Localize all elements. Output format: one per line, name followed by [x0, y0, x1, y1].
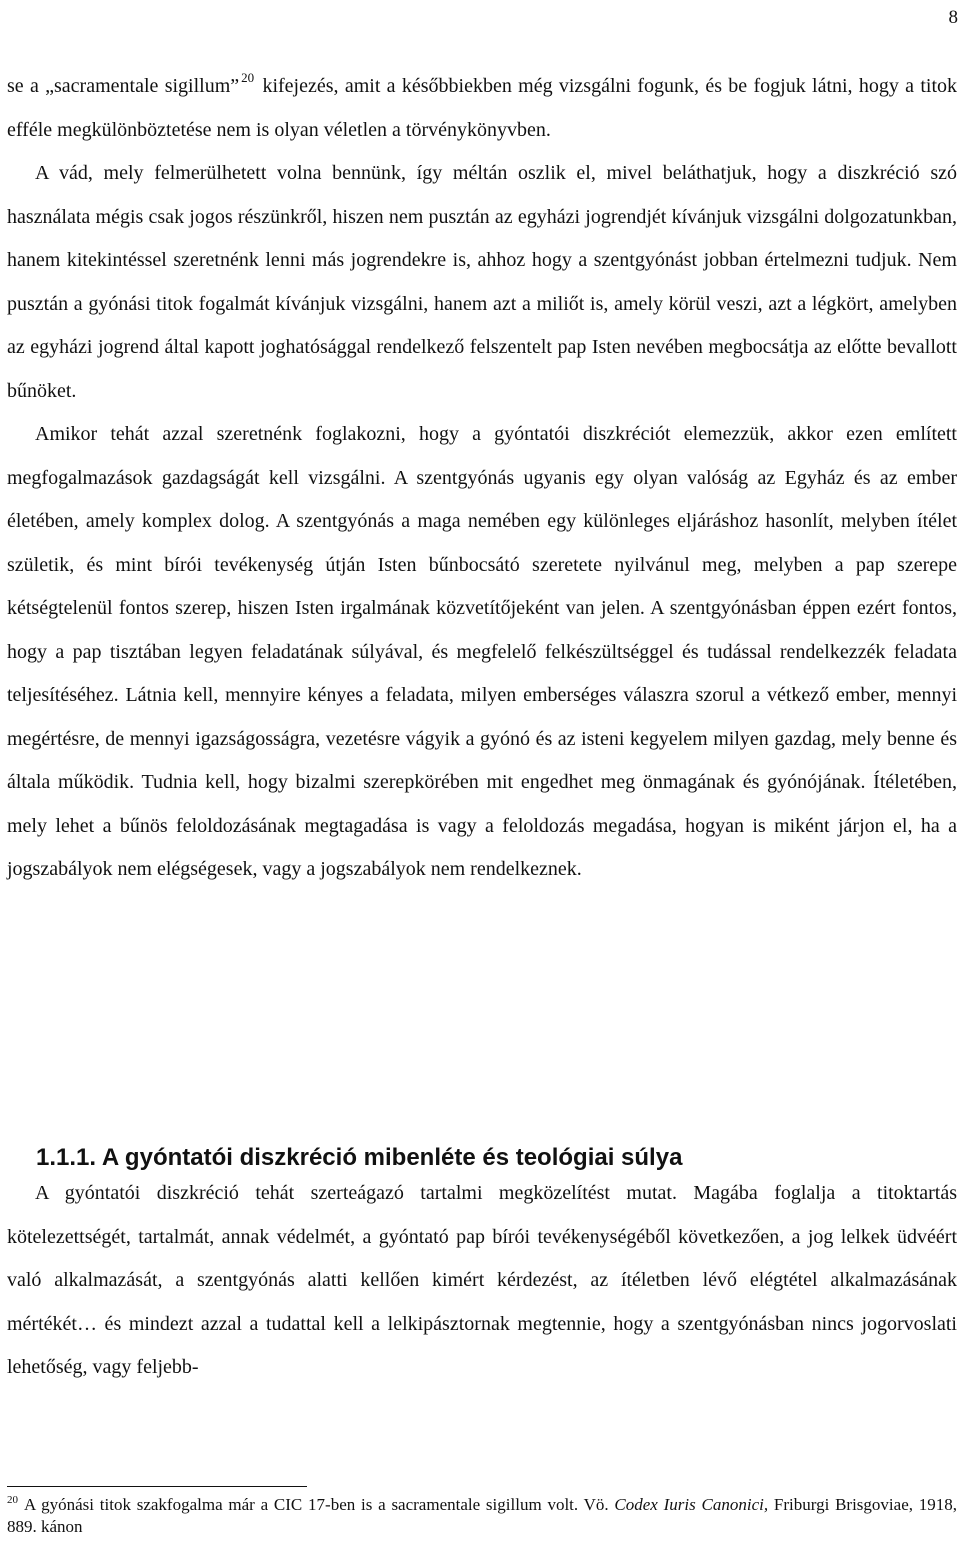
paragraph-1-start: se a „sacramentale sigillum”: [7, 75, 240, 97]
section-body: [7, 1172, 957, 1390]
footnote-number: 20: [7, 1494, 18, 1507]
page-number: 8: [948, 7, 958, 28]
paragraph-3: Amikor tehát azzal szeretnénk foglakozni, hogy a gyóntatói diszkréciót elemezzük, akkor ezen említett megfogalmazások gazdagságát kell vizsgálni. A szentgyónás ugyanis egy olyan valóság az Egyház és az ember életében, amely komplex dolog. A szentgyónás a maga nemében egy különleges eljáráshoz hasonlít, melyben ítélet születik, és mint bírói tevékenység útján Isten bűnbocsátó szeretete nyilvánul meg, melyben a pap szerepe kétségtelenül fontos szerep, hiszen Isten irgalmának közvetítőjeként van jelen. A szentgyónásban éppen ezért fontos, hogy a pap tisztában legyen feladatának súlyával, és megfelelő felkészültséggel és tudással rendelkezzék feladata teljesítéséhez. Látnia kell, mennyire kényes a feladata, milyen emberséges válaszra szorul a vétkező ember, mennyi megértésre, de mennyi igazságosságra, vezetésre vágyik a gyónó és az isteni kegyelem milyen gazdag, mely benne és általa működik. Tudnia kell, hogy bizalmi szerepkörében mit engedhet meg önmagának és gyónójának. Ítéletében, mely lehet a bűnös feloldozásának megtagadása is vagy a feloldozás megadása, hogyan is miként járjon el, ha a jogszabályok nem elégségesek, vagy a jogszabályok nem rendelkeznek.: [7, 423, 957, 880]
paragraph-1-rest: kifejezés, amit a későbbiekben még vizsgálni fogunk, és be fogjuk látni, hogy a titok efféle megkülönböztetése nem is olyan véletlen a törvénykönyvben.: [7, 75, 958, 141]
section-heading: 1.1.1. A gyóntatói diszkréció mibenléte és teológiai súlya: [36, 1144, 683, 1171]
footnote: [7, 1494, 957, 1538]
footnote-reference[interactable]: 20: [241, 70, 255, 86]
section-paragraph: A gyóntatói diszkréció tehát szerteágazó tartalmi megközelítést mutat. Magába foglalja a titoktartás kötelezettségét, tartalmát, annak védelmét, a gyóntató pap bírói tevékenységéből következően, a jog lelkek üdvéért való alkalmazását, a szentgyónás alatti kellően kimért kérdezést, az ítéletben lévő elégtétel alkalmazásának mértékét… és mindezt azzal a tudattal kell a lelkipásztornak megtennie, hogy a szentgyónásban nincs jogorvoslati lehetőség, vagy feljebb-: [7, 1182, 957, 1379]
paragraph-2: A vád, mely felmerülhetett volna bennünk, így méltán oszlik el, mivel beláthatjuk, hogy a diszkréció szó használata mégis csak jogos részünkről, hiszen nem pusztán az egyházi jogrendjét kívánjuk vizsgálni dolgozatunkban, hanem kitekintéssel szeretnénk lenni más jogrendekre is, ahhoz hogy a szentgyónást jobban értelmezni tudjuk. Nem pusztán a gyónási titok fogalmát kívánjuk vizsgálni, hanem azt a miliőt is, amely körül veszi, azt a légkört, amelyben az egyházi jogrend által kapott joghatósággal rendelkező felszentelt pap Isten nevében megbocsátja az előtte bevallott bűnöket.: [7, 162, 957, 402]
footnote-text: A gyónási titok szakfogalma már a CIC 17-ben is a sacramentale sigillum volt. Vö.: [24, 1495, 609, 1514]
footnote-divider: [7, 1486, 307, 1487]
paragraph-1: [7, 65, 957, 152]
body-text: [7, 65, 957, 892]
footnote-citation-title: Codex Iuris Canonici,: [614, 1495, 769, 1514]
footnote-citation-rest: Friburgi Brisgoviae, 1918, 889. kánon: [7, 1495, 958, 1536]
